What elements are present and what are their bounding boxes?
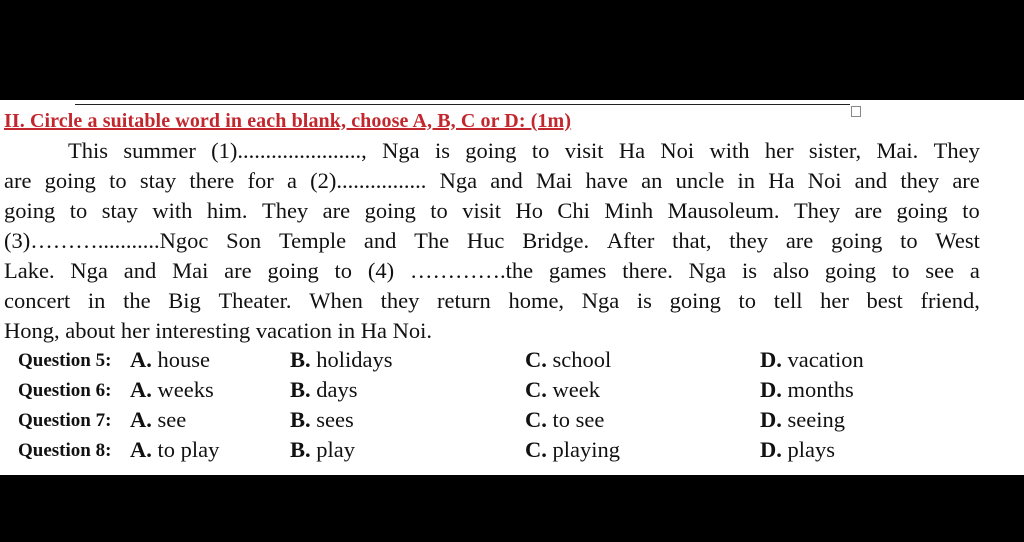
passage-word: summer bbox=[123, 138, 196, 163]
passage-word: going bbox=[465, 138, 517, 163]
option-letter: D. bbox=[760, 347, 782, 372]
passage-word: stay bbox=[139, 168, 177, 193]
passage-word: Nga bbox=[70, 258, 108, 283]
passage-word: they bbox=[729, 228, 769, 253]
option-letter: C. bbox=[525, 407, 547, 432]
passage-word: in bbox=[87, 288, 106, 313]
passage-word: with bbox=[709, 138, 750, 163]
passage-word: Mausoleum. bbox=[667, 198, 780, 223]
passage-word: her bbox=[764, 138, 794, 163]
passage-word: Nga bbox=[382, 138, 420, 163]
option-c[interactable] bbox=[525, 347, 611, 373]
passage-word: Mai. bbox=[876, 138, 919, 163]
option-c[interactable] bbox=[525, 437, 620, 463]
reading-passage bbox=[4, 136, 980, 346]
passage-line bbox=[4, 136, 980, 166]
passage-word: They bbox=[933, 138, 980, 163]
passage-word: visit bbox=[564, 138, 604, 163]
option-letter: D. bbox=[760, 437, 782, 462]
question-label: Question 8: bbox=[18, 440, 112, 461]
passage-word: Temple bbox=[278, 228, 347, 253]
passage-word: to bbox=[531, 138, 550, 163]
passage-word: going bbox=[824, 258, 877, 283]
passage-word: the bbox=[123, 288, 151, 313]
passage-line bbox=[4, 166, 980, 196]
passage-word: Mai bbox=[536, 168, 573, 193]
cropped-next-line bbox=[0, 468, 1024, 475]
section-heading: II. Circle a suitable word in each blank, choose A, B, C or D: (1m) bbox=[4, 110, 572, 132]
question-label: Question 7: bbox=[18, 410, 112, 431]
option-letter: A. bbox=[130, 437, 152, 462]
passage-word: Mai bbox=[172, 258, 209, 283]
passage-line bbox=[4, 286, 980, 316]
checkbox-icon bbox=[851, 106, 861, 117]
passage-word: (4) bbox=[367, 258, 395, 283]
passage-word: there. bbox=[622, 258, 673, 283]
option-a[interactable] bbox=[130, 437, 219, 463]
option-text: playing bbox=[552, 437, 620, 462]
passage-word: uncle bbox=[675, 168, 725, 193]
passage-word: are bbox=[952, 168, 980, 193]
passage-line bbox=[4, 256, 980, 286]
passage-word: (3)………...........Ngoc bbox=[4, 228, 209, 253]
option-a[interactable] bbox=[130, 407, 186, 433]
option-letter: A. bbox=[130, 347, 152, 372]
option-b[interactable] bbox=[290, 407, 354, 433]
option-text: to play bbox=[157, 437, 220, 462]
passage-word: with bbox=[152, 198, 193, 223]
passage-word: Minh bbox=[604, 198, 654, 223]
option-b[interactable] bbox=[290, 377, 358, 403]
passage-word: (2)................ bbox=[310, 168, 427, 193]
passage-line bbox=[4, 226, 980, 256]
passage-word: Huc bbox=[466, 228, 505, 253]
passage-word: is bbox=[636, 288, 652, 313]
option-text: play bbox=[316, 437, 356, 462]
passage-word: to bbox=[334, 258, 353, 283]
option-text: seeing bbox=[787, 407, 845, 432]
passage-word: Ho bbox=[515, 198, 543, 223]
option-text: holidays bbox=[316, 347, 393, 372]
passage-word: are bbox=[224, 258, 252, 283]
option-text: house bbox=[157, 347, 210, 372]
option-text: school bbox=[552, 347, 612, 372]
option-d[interactable] bbox=[760, 347, 864, 373]
passage-word: Son bbox=[226, 228, 262, 253]
passage-word: an bbox=[641, 168, 663, 193]
passage-word: there bbox=[189, 168, 235, 193]
option-d[interactable] bbox=[760, 377, 854, 403]
passage-word: sister, bbox=[808, 138, 862, 163]
passage-word: going bbox=[669, 288, 721, 313]
option-text: days bbox=[316, 377, 358, 402]
passage-word: games bbox=[548, 258, 607, 283]
passage-word: to bbox=[69, 198, 88, 223]
passage-word: are bbox=[785, 228, 814, 253]
passage-word: Nga bbox=[439, 168, 478, 193]
option-text: plays bbox=[787, 437, 835, 462]
passage-word: best bbox=[866, 288, 903, 313]
passage-word: Lake. bbox=[4, 258, 55, 283]
passage-word: After bbox=[606, 228, 655, 253]
option-letter: C. bbox=[525, 377, 547, 402]
passage-word: to bbox=[892, 258, 910, 283]
passage-line bbox=[4, 196, 980, 226]
passage-word: Bridge. bbox=[522, 228, 590, 253]
passage-word: The bbox=[414, 228, 450, 253]
option-letter: B. bbox=[290, 377, 311, 402]
passage-word: and bbox=[123, 258, 157, 283]
passage-word: they bbox=[900, 168, 940, 193]
passage-word: Big bbox=[168, 288, 201, 313]
option-letter: D. bbox=[760, 407, 782, 432]
option-d[interactable] bbox=[760, 437, 835, 463]
passage-word: they bbox=[380, 288, 420, 313]
passage-word: Noi bbox=[807, 168, 842, 193]
question-row bbox=[18, 347, 1008, 377]
passage-word: Theater. bbox=[218, 288, 292, 313]
question-row bbox=[18, 407, 1008, 437]
passage-word: going bbox=[44, 168, 96, 193]
option-letter: A. bbox=[130, 377, 152, 402]
passage-word: Noi bbox=[660, 138, 695, 163]
passage-word: Ha bbox=[618, 138, 646, 163]
option-text: months bbox=[787, 377, 854, 402]
option-text: week bbox=[552, 377, 600, 402]
option-letter: B. bbox=[290, 347, 311, 372]
passage-word: to bbox=[962, 198, 980, 223]
passage-word: her bbox=[820, 288, 849, 313]
option-letter: D. bbox=[760, 377, 782, 402]
passage-word: Nga bbox=[581, 288, 620, 313]
question-label: Question 5: bbox=[18, 350, 112, 371]
passage-word: ………….the bbox=[409, 258, 534, 283]
option-text: weeks bbox=[157, 377, 214, 402]
passage-word: concert bbox=[4, 288, 71, 313]
passage-word: to bbox=[430, 198, 448, 223]
passage-word: for bbox=[247, 168, 274, 193]
option-text: see bbox=[157, 407, 187, 432]
passage-word: a bbox=[286, 168, 297, 193]
option-letter: B. bbox=[290, 407, 311, 432]
passage-word: and bbox=[363, 228, 397, 253]
option-letter: C. bbox=[525, 437, 547, 462]
passage-word: is bbox=[741, 258, 757, 283]
passage-word: going bbox=[4, 198, 56, 223]
question-row bbox=[18, 437, 1008, 467]
passage-word: home, bbox=[508, 288, 565, 313]
option-text: to see bbox=[552, 407, 605, 432]
passage-word: West bbox=[935, 228, 980, 253]
passage-word: This bbox=[68, 138, 109, 163]
question-list bbox=[18, 347, 1008, 467]
option-a[interactable] bbox=[130, 377, 214, 403]
passage-word: are bbox=[322, 198, 351, 223]
option-text: vacation bbox=[787, 347, 864, 372]
passage-word: going bbox=[267, 258, 319, 283]
passage-word: They bbox=[261, 198, 309, 223]
passage-word: stay bbox=[101, 198, 138, 223]
option-d[interactable] bbox=[760, 407, 845, 433]
worksheet-page bbox=[0, 100, 1024, 475]
passage-word: have bbox=[585, 168, 628, 193]
passage-word: also bbox=[772, 258, 810, 283]
passage-word: return bbox=[437, 288, 491, 313]
option-b[interactable] bbox=[290, 347, 393, 373]
passage-word: visit bbox=[462, 198, 502, 223]
passage-word: and bbox=[490, 168, 523, 193]
passage-line: Hong, about her interesting vacation in Ha Noi. bbox=[4, 318, 433, 343]
top-divider bbox=[75, 104, 850, 105]
option-c[interactable] bbox=[525, 377, 600, 403]
passage-word: friend, bbox=[920, 288, 980, 313]
option-b[interactable] bbox=[290, 437, 355, 463]
passage-word: a bbox=[969, 258, 980, 283]
option-letter: B. bbox=[290, 437, 311, 462]
passage-word: (1)......................, bbox=[211, 138, 367, 163]
passage-word: tell bbox=[773, 288, 803, 313]
option-letter: A. bbox=[130, 407, 152, 432]
option-a[interactable] bbox=[130, 347, 210, 373]
passage-word: see bbox=[925, 258, 955, 283]
passage-word: going bbox=[364, 198, 416, 223]
passage-word: him. bbox=[206, 198, 248, 223]
passage-word: to bbox=[738, 288, 757, 313]
passage-word: is bbox=[434, 138, 450, 163]
passage-word: are bbox=[854, 198, 883, 223]
question-row bbox=[18, 377, 1008, 407]
passage-word: They bbox=[793, 198, 841, 223]
passage-word: to bbox=[900, 228, 918, 253]
passage-word: in bbox=[737, 168, 756, 193]
option-text: sees bbox=[316, 407, 354, 432]
passage-word: Ha bbox=[768, 168, 795, 193]
passage-word: going bbox=[896, 198, 948, 223]
option-letter: C. bbox=[525, 347, 547, 372]
option-c[interactable] bbox=[525, 407, 604, 433]
passage-word: When bbox=[309, 288, 363, 313]
passage-word: going bbox=[831, 228, 883, 253]
passage-word: Chi bbox=[557, 198, 590, 223]
passage-word: Nga bbox=[688, 258, 727, 283]
passage-word: that, bbox=[672, 228, 712, 253]
passage-word: to bbox=[109, 168, 127, 193]
passage-word: are bbox=[4, 168, 32, 193]
passage-word: and bbox=[854, 168, 888, 193]
question-label: Question 6: bbox=[18, 380, 112, 401]
